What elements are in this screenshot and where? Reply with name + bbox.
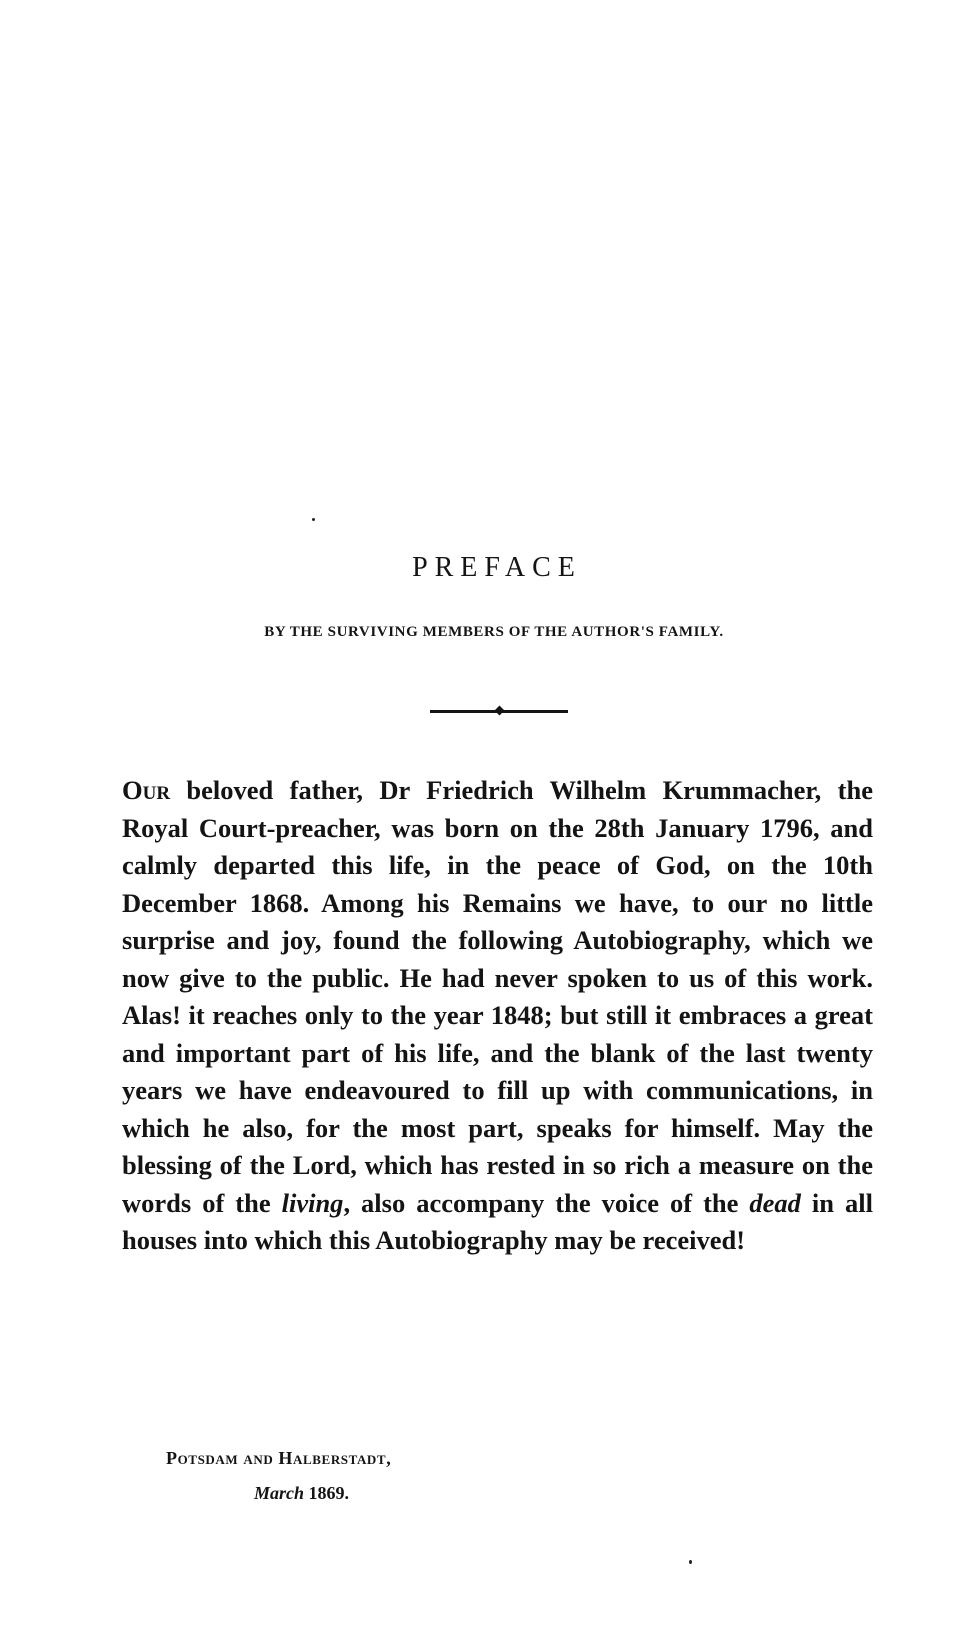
page-title: PREFACE <box>412 552 582 583</box>
rule-diamond-icon <box>495 706 505 716</box>
page-subtitle: BY THE SURVIVING MEMBERS OF THE AUTHOR'S FAMILY. <box>264 624 724 640</box>
paragraph-text: , also accompany the voice of the <box>343 1187 750 1218</box>
print-speck <box>312 518 315 521</box>
italic-word-living: living <box>281 1187 344 1218</box>
signature-year: 1869. <box>304 1483 350 1503</box>
paragraph-text: in all houses into which this Autobiography may be received! <box>122 1187 873 1255</box>
signature-month: March <box>254 1483 305 1503</box>
signature-place: Potsdam and Halberstadt, <box>166 1448 392 1468</box>
print-speck <box>689 1560 692 1564</box>
preface-paragraph <box>122 772 873 1260</box>
italic-word-dead: dead <box>749 1187 801 1218</box>
signature-date <box>254 1483 349 1504</box>
paragraph-text: beloved father, Dr Friedrich Wilhelm Krummacher, the Royal Court-preacher, was born on the 28th January 1796, and calmly departed this life, in the peace of God, on the 10th December 1868. Among his Remains we have, to our no little surprise and joy, found the following Autobiography, which we now give to the public. He had never spoken to us of this work. Alas! it reaches only to the year 1848; but still it embraces a great and important part of his life, and the blank of the last twenty years we have endeavoured to fill up with communications, in which he also, for the most part, speaks for himself. May the blessing of the Lord, which has rested in so rich a measure on the words of the <box>122 775 873 1218</box>
paragraph-lead-word: Our <box>122 775 171 805</box>
